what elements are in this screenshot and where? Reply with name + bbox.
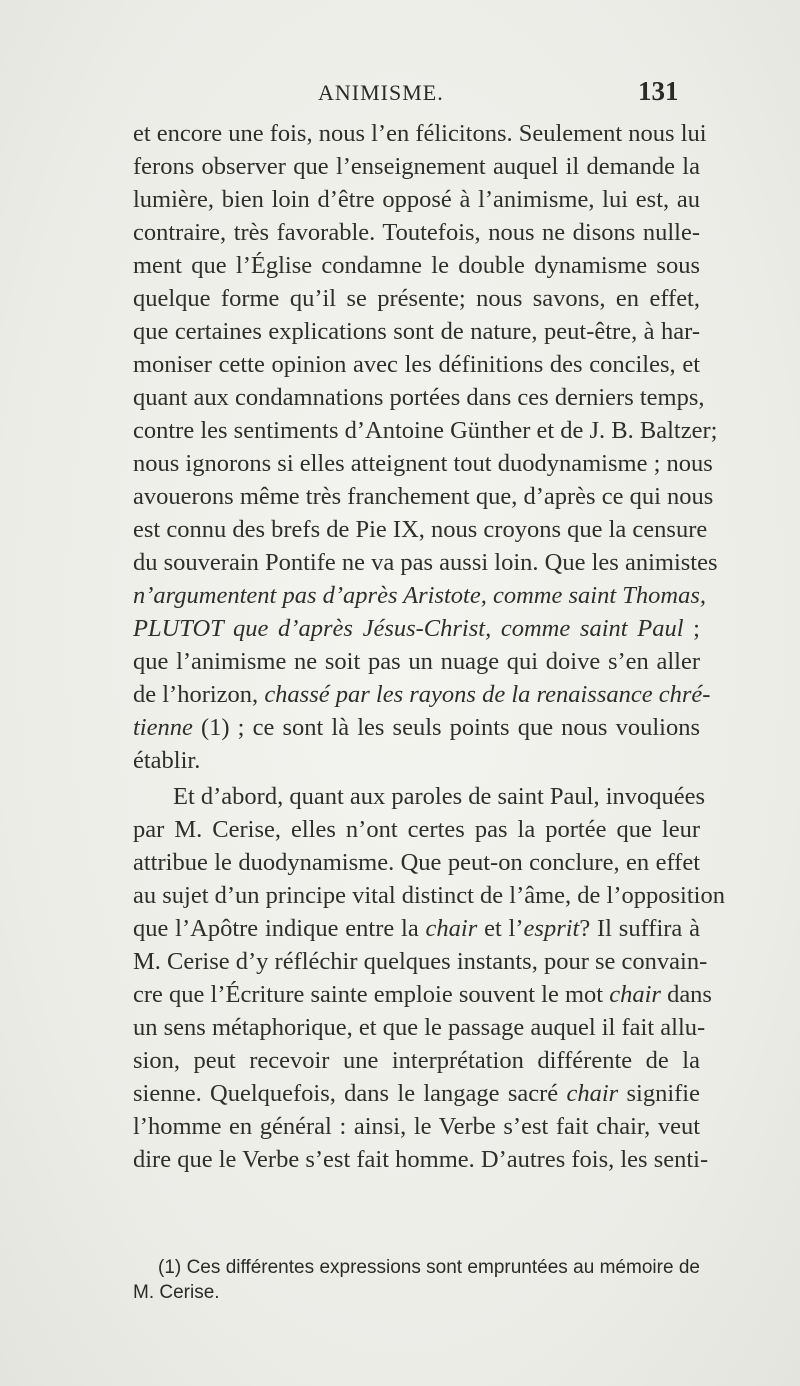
footnote-line: M. Cerise. bbox=[133, 1282, 220, 1303]
text-line bbox=[133, 579, 706, 612]
text-line: de l’horizon, chassé par les rayons de la renaissance chré- bbox=[133, 681, 711, 708]
text-line: avouerons même très franchement que, d’après ce qui nous bbox=[133, 483, 714, 510]
text-line: attribue le duodynamisme. Que peut-on conclure, en effet bbox=[133, 849, 700, 876]
text-line: est connu des brefs de Pie IX, nous croyons que la censure bbox=[133, 516, 708, 543]
italic-text: tienne bbox=[133, 714, 193, 741]
running-head: ANIMISME. bbox=[318, 80, 444, 105]
text-line: que certaines explications sont de nature, peut-être, à har- bbox=[133, 318, 700, 345]
text-line: établir. bbox=[133, 747, 201, 774]
text-line: un sens métaphorique, et que le passage auquel il fait allu- bbox=[133, 1014, 706, 1041]
text-line: lumière, bien loin d’être opposé à l’animisme, lui est, au bbox=[133, 186, 700, 213]
text-line: par M. Cerise, elles n’ont certes pas la portée que leur bbox=[133, 816, 700, 843]
footnote-line: (1) Ces différentes expressions sont empruntées au mémoire de bbox=[158, 1257, 700, 1278]
text-line: du souverain Pontife ne va pas aussi loin. Que les animistes bbox=[133, 549, 718, 576]
page-header bbox=[0, 76, 800, 112]
page-number: 131 bbox=[638, 76, 679, 106]
text-line: M. Cerise d’y réfléchir quelques instants, pour se convain- bbox=[133, 948, 708, 975]
text-line: que l’Apôtre indique entre la chair et l’esprit? Il suffira à bbox=[133, 915, 700, 942]
text-line: moniser cette opinion avec les définitions des conciles, et bbox=[133, 351, 700, 378]
text-line: contraire, très favorable. Toutefois, nous ne disons nulle- bbox=[133, 219, 700, 246]
text-line: ment que l’Église condamne le double dynamisme sous bbox=[133, 252, 700, 279]
text-line: sion, peut recevoir une interprétation différente de la bbox=[133, 1047, 700, 1074]
text-line: que l’animisme ne soit pas un nuage qui doive s’en aller bbox=[133, 648, 700, 675]
italic-text: chair bbox=[425, 915, 478, 942]
text-line: dire que le Verbe s’est fait homme. D’autres fois, les senti- bbox=[133, 1146, 709, 1173]
text-line: PLUTOT que d’après Jésus-Christ, comme saint Paul ; bbox=[133, 615, 700, 642]
italic-text: chair bbox=[566, 1080, 619, 1107]
italic-text: chair bbox=[609, 981, 661, 1008]
text-line: ferons observer que l’enseignement auquel il demande la bbox=[133, 153, 700, 180]
italic-text: n’argumentent pas d’après Aristote, comme saint Thomas, bbox=[133, 582, 706, 609]
text-line: nous ignorons si elles atteignent tout duodynamisme ; nous bbox=[133, 450, 713, 477]
italic-text: esprit bbox=[523, 915, 580, 942]
text-line: et encore une fois, nous l’en félicitons. Seulement nous lui bbox=[133, 120, 707, 147]
text-line: au sujet d’un principe vital distinct de l’âme, de l’opposition bbox=[133, 882, 725, 909]
text-line: quelque forme qu’il se présente; nous savons, en effet, bbox=[133, 285, 700, 312]
text-line: tienne (1) ; ce sont là les seuls points que nous voulions bbox=[133, 714, 700, 741]
text-line: quant aux condamnations portées dans ces derniers temps, bbox=[133, 384, 705, 411]
text-line: sienne. Quelquefois, dans le langage sacré chair signifie bbox=[133, 1080, 700, 1107]
italic-text: chassé par les rayons de la renaissance chré- bbox=[264, 681, 711, 708]
text-line: l’homme en général : ainsi, le Verbe s’est fait chair, veut bbox=[133, 1113, 700, 1140]
text-line: Et d’abord, quant aux paroles de saint Paul, invoquées bbox=[173, 783, 706, 810]
italic-text: PLUTOT que d’après Jésus-Christ, comme saint Paul bbox=[133, 615, 684, 642]
text-line: contre les sentiments d’Antoine Günther et de J. B. Baltzer; bbox=[133, 417, 718, 444]
text-line: cre que l’Écriture sainte emploie souvent le mot chair dans bbox=[133, 981, 712, 1008]
